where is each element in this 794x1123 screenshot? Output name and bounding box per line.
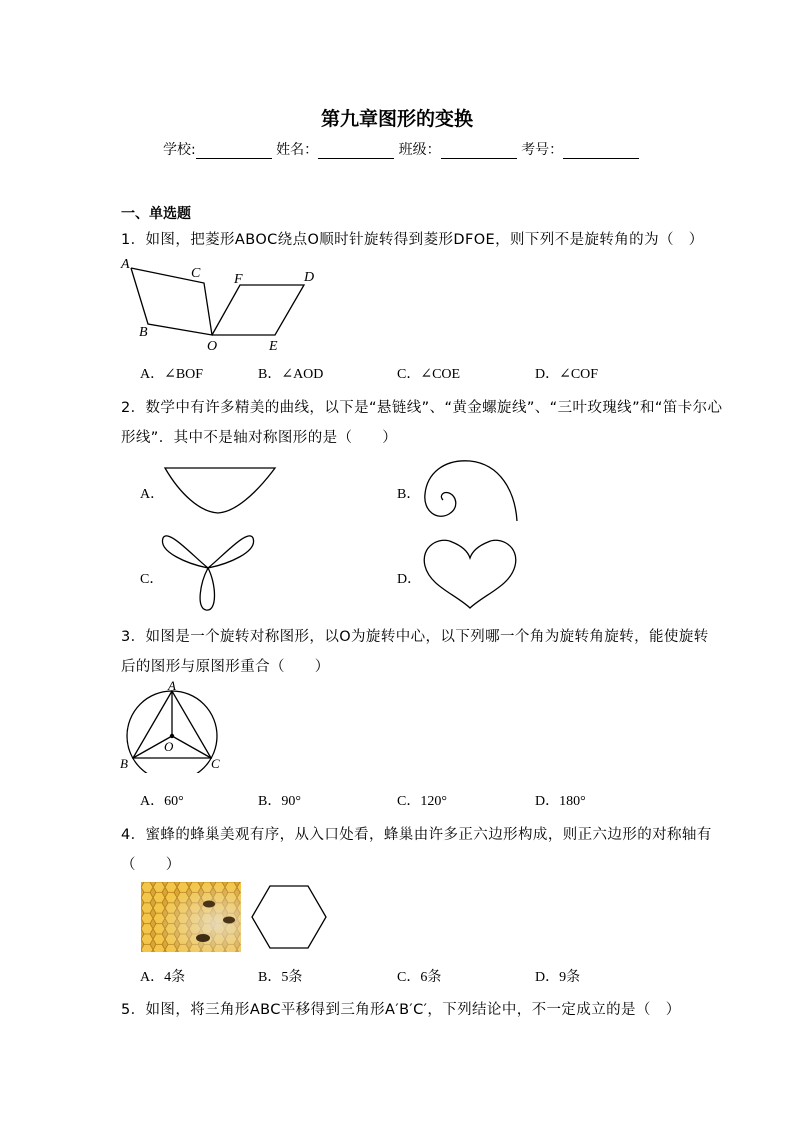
q1-rhombus-figure xyxy=(112,252,327,354)
catenary-curve-figure xyxy=(160,464,280,518)
q3-stem-line1: 3．如图是一个旋转对称图形，以O为旋转中心，以下列哪一个角为旋转角旋转，能使旋转 xyxy=(121,629,709,645)
q3-option-c[interactable]: C．120° xyxy=(397,794,447,809)
q1-label-e: E xyxy=(269,339,278,354)
q1-label-c: C xyxy=(191,266,201,281)
q3-option-a[interactable]: A．60° xyxy=(140,794,184,809)
section-heading: 一、单选题 xyxy=(121,206,191,222)
q3-stem-line2: 后的图形与原图形重合（ ） xyxy=(121,659,330,675)
page-title: 第九章图形的变换 xyxy=(320,108,473,130)
q2-option-a[interactable]: A． xyxy=(140,487,165,502)
circle-triangle-figure xyxy=(116,677,226,773)
q1-stem: 1．如图，把菱形ABOC绕点O顺时针旋转得到菱形DFOE，则下列不是旋转角的为（ ） xyxy=(121,232,704,248)
q2-option-c[interactable]: C． xyxy=(140,572,164,587)
class-label: 班级： xyxy=(398,142,441,158)
number-blank xyxy=(563,144,639,159)
q3-label-c: C xyxy=(211,756,220,771)
q3-label-o: O xyxy=(164,739,174,754)
school-label: 学校: xyxy=(163,142,196,158)
q3-option-b[interactable]: B．90° xyxy=(258,794,301,809)
cardioid-heart-figure xyxy=(420,534,520,612)
q1-option-a[interactable]: A．∠BOF xyxy=(140,367,204,382)
q1-label-d: D xyxy=(304,270,315,285)
q1-label-a: A xyxy=(121,257,130,272)
q4-stem-line1: 4．蜜蜂的蜂巢美观有序，从入口处看，蜂巢由许多正六边形构成，则正六边形的对称轴有 xyxy=(121,827,712,843)
q2-option-d[interactable]: D． xyxy=(397,572,422,587)
q2-option-b[interactable]: B． xyxy=(397,487,421,502)
q3-label-b: B xyxy=(120,756,128,771)
q1-option-b[interactable]: B．∠AOD xyxy=(258,367,324,382)
q1-label-b: B xyxy=(139,325,148,340)
q4-stem-line2: （ ） xyxy=(121,857,181,873)
q1-option-c[interactable]: C．∠COE xyxy=(397,367,461,382)
q1-option-d[interactable]: D．∠COF xyxy=(535,367,599,382)
name-blank xyxy=(318,144,394,159)
class-blank xyxy=(441,144,517,159)
q1-label-o: O xyxy=(207,339,218,354)
golden-spiral-figure xyxy=(415,456,525,526)
q5-stem: 5．如图，将三角形ABC平移得到三角形A′B′C′，下列结论中，不一定成立的是（ ） xyxy=(121,1002,681,1018)
student-info-line xyxy=(163,139,639,159)
name-label: 姓名： xyxy=(276,142,319,158)
q3-label-a: A xyxy=(168,678,176,693)
q1-label-f: F xyxy=(234,272,243,287)
q2-stem-line1: 2．数学中有许多精美的曲线，以下是“悬链线”、“黄金螺旋线”、“三叶玫瑰线”和“笛卡尔心 xyxy=(121,400,723,416)
school-blank xyxy=(196,144,272,159)
honeycomb-photo xyxy=(141,882,241,952)
number-label: 考号： xyxy=(521,142,564,158)
q4-option-a[interactable]: A．4条 xyxy=(140,970,186,985)
q3-option-d[interactable]: D．180° xyxy=(535,794,586,809)
q2-stem-line2: 形线”．其中不是轴对称图形的是（ ） xyxy=(121,430,398,446)
regular-hexagon-figure xyxy=(250,884,328,950)
q4-option-c[interactable]: C．6条 xyxy=(397,970,442,985)
q4-option-d[interactable]: D．9条 xyxy=(535,970,581,985)
q4-option-b[interactable]: B．5条 xyxy=(258,970,303,985)
three-leaf-rose-figure xyxy=(158,528,258,614)
